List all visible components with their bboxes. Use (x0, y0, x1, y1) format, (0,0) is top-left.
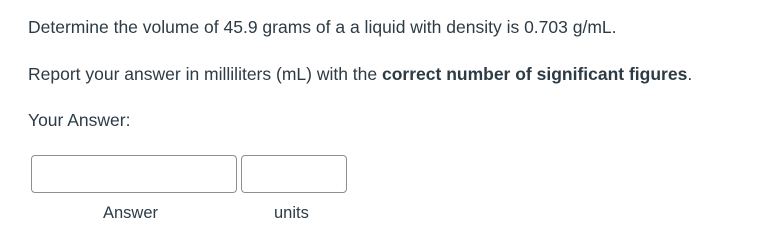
units-input[interactable] (241, 155, 347, 193)
answer-caption: Answer (103, 204, 159, 222)
your-answer-label: Your Answer: (28, 110, 131, 130)
instructions-emphasis: correct number of significant figures (382, 64, 688, 84)
instructions-prefix: Report your answer in milliliters (mL) with the (28, 64, 382, 84)
units-caption: units (274, 204, 309, 222)
answer-input[interactable] (31, 155, 237, 193)
instructions-text (28, 64, 692, 85)
question-text: Determine the volume of 45.9 grams of a a liquid with density is 0.703 g/mL. (28, 17, 617, 37)
instructions-suffix: . (687, 64, 693, 84)
